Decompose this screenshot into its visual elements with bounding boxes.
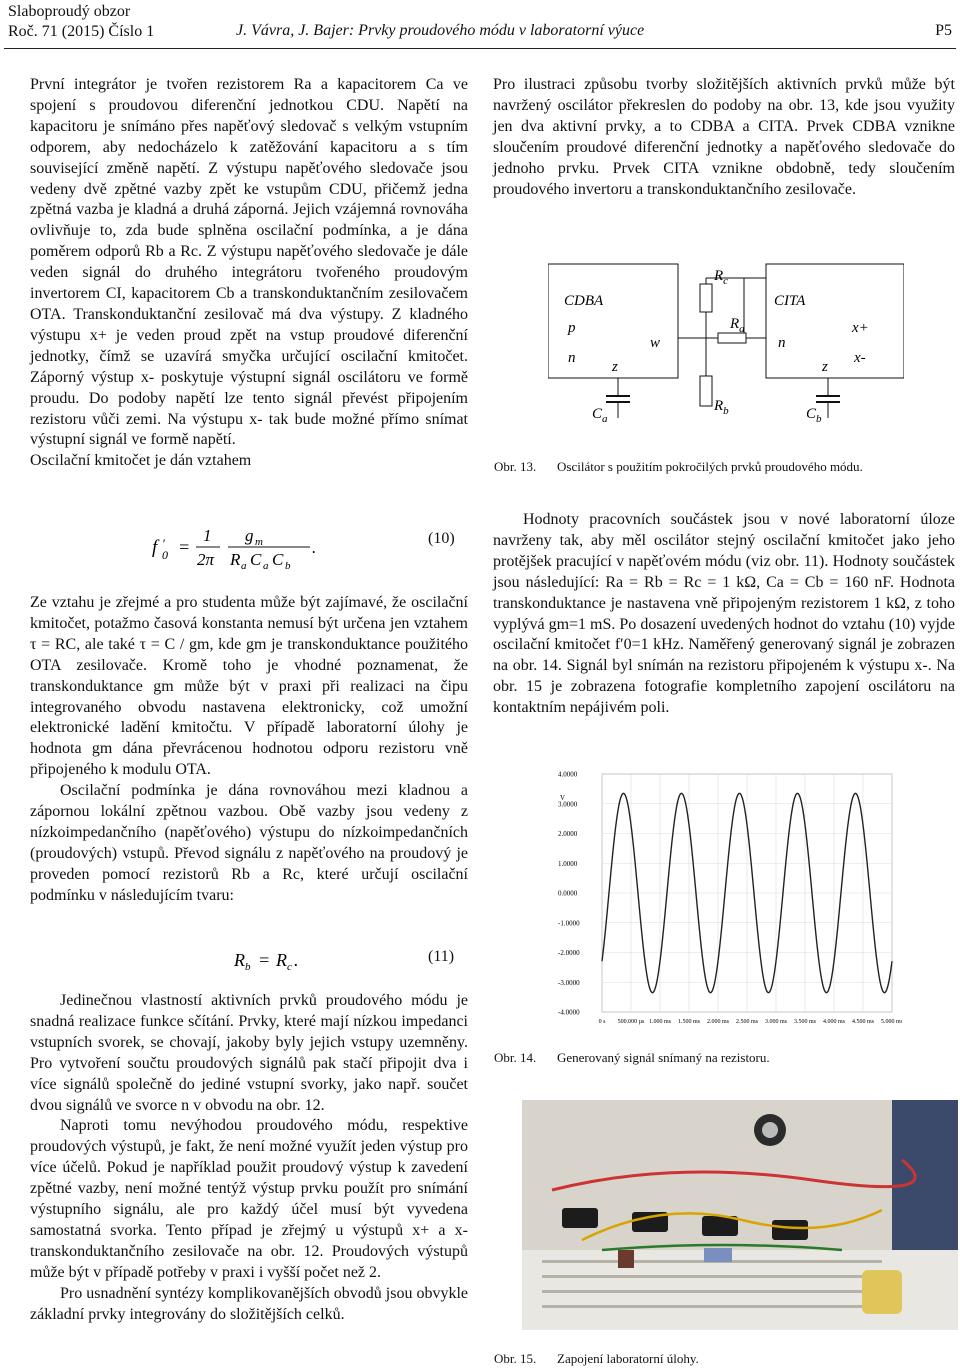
- svg-text:R: R: [276, 950, 287, 970]
- svg-text:m: m: [255, 536, 263, 548]
- y-tick-label: 1.0000: [558, 859, 578, 868]
- figure-14-chart: [552, 768, 902, 1030]
- figure-14-text: Generovaný signál snímaný na rezistoru.: [557, 1050, 770, 1065]
- x-tick-label: 5.000 ms: [880, 1019, 902, 1025]
- x-tick-label: 2.500 ms: [735, 1019, 759, 1025]
- journal-header: [8, 2, 154, 42]
- pin-xminus: x-: [854, 350, 866, 366]
- figure-13-text: Oscilátor s použitím pokročilých prvků proudového módu.: [557, 459, 863, 474]
- svg-text:.: .: [294, 950, 299, 970]
- running-title: J. Vávra, J. Bajer: Prvky proudového módu v laboratorní výuce: [236, 22, 645, 39]
- journal-name: Slaboproudý obzor: [8, 3, 131, 20]
- svg-text:f: f: [152, 537, 158, 558]
- pin-w: w: [650, 335, 661, 351]
- ra-label: $R_a$: [730, 316, 745, 335]
- ca-label: $C_a$: [592, 406, 608, 425]
- oscilloscope-plot: [552, 768, 902, 1030]
- x-tick-label: 3.500 ms: [793, 1019, 817, 1025]
- figure-13-circuit: [548, 258, 904, 438]
- y-tick-label: 0.0000: [558, 889, 578, 898]
- right-column-middle: [493, 510, 955, 719]
- svg-text:2π: 2π: [197, 550, 215, 569]
- pin-xplus: x+: [852, 320, 869, 336]
- pin-z-cita: z: [822, 359, 828, 375]
- y-tick-label: -4.0000: [558, 1008, 580, 1017]
- left-column-bottom: [30, 991, 468, 1326]
- y-tick-label: 2.0000: [558, 830, 578, 838]
- svg-text:b: b: [285, 560, 291, 572]
- svg-text:R: R: [234, 950, 245, 970]
- y-unit-label: V: [560, 794, 566, 802]
- pin-n-cdba: n: [568, 350, 576, 366]
- y-tick-label: 3.0000: [558, 800, 578, 809]
- rc-label: $R_c$: [714, 268, 729, 287]
- x-tick-label: 2.000 ms: [706, 1019, 730, 1025]
- x-tick-label: 3.000 ms: [764, 1019, 788, 1025]
- left-column-middle: [30, 593, 468, 907]
- svg-text:1: 1: [203, 526, 212, 545]
- x-tick-label: 4.500 ms: [851, 1019, 875, 1025]
- paragraph: Pro usnadnění syntézy komplikovanějších obvodů jsou obvykle základní prvky integrovány do složitějších celků.: [30, 1284, 468, 1323]
- y-tick-label: -3.0000: [558, 978, 580, 987]
- figure-15-label: Obr. 15.: [494, 1351, 537, 1366]
- figure-14-caption: [494, 1050, 770, 1066]
- right-column-top: [493, 75, 955, 200]
- x-tick-label: 1.500 ms: [677, 1019, 701, 1025]
- svg-text:a: a: [263, 560, 269, 572]
- equation-10-graphic: [150, 521, 410, 573]
- figure-15-caption: [494, 1351, 699, 1367]
- figure-14-label: Obr. 14.: [494, 1050, 537, 1065]
- figure-13-label: Obr. 13.: [494, 459, 537, 474]
- pin-n-cita: n: [778, 335, 786, 351]
- equation-10: [150, 521, 410, 573]
- y-tick-label: 4.0000: [558, 770, 578, 779]
- svg-text:=: =: [258, 950, 271, 970]
- x-tick-label: 0 s: [598, 1019, 606, 1025]
- figure-15-photo: [522, 1100, 958, 1330]
- equation-11: [232, 944, 332, 979]
- svg-text:C: C: [272, 550, 284, 569]
- svg-text:R: R: [230, 550, 241, 569]
- rb-label: $R_b$: [714, 398, 729, 417]
- x-tick-label: 1.000 ms: [648, 1019, 672, 1025]
- equation-11-graphic: [232, 944, 332, 974]
- page-number: P5: [935, 22, 952, 39]
- svg-text:b: b: [245, 961, 251, 973]
- svg-text:c: c: [287, 961, 292, 973]
- svg-text:C: C: [250, 550, 262, 569]
- paragraph: Ze vztahu je zřejmé a pro studenta může být zajímavé, že oscilační kmitočet, potažmo časová konstanta nemusí být určena jen vztahem τ = RC, ale také τ = C / gm, kde gm je transkonduktance použitého OTA zesilovače. Kromě toho je vhodné poznamenat, že transkonduktance gm může být v praxi při realizaci na čipu integrovaného obvodu nastavena elektronicky, což umožní elektronické ladění kmitočtu. V případě laboratorní úlohy je hodnota gm dána převrácenou hodnotou odporu rezistoru vně připojeného k modulu OTA.: [30, 594, 468, 779]
- svg-text:a: a: [241, 560, 247, 572]
- left-column-top: [30, 75, 468, 472]
- x-tick-label: 4.000 ms: [822, 1019, 846, 1025]
- svg-text:=: =: [178, 537, 191, 557]
- x-tick-label: 500.000 µs: [617, 1019, 645, 1025]
- cita-label: CITA: [774, 293, 806, 309]
- y-tick-label: -1.0000: [558, 919, 580, 928]
- cdba-label: CDBA: [564, 293, 604, 309]
- svg-text:0: 0: [162, 548, 168, 562]
- resistor-rb: [700, 376, 712, 406]
- svg-text:.: .: [312, 538, 317, 557]
- equation-10-number: (10): [428, 530, 455, 547]
- paragraph: Oscilační kmitočet je dán vztahem: [30, 452, 252, 470]
- paragraph: Jedinečnou vlastností aktivních prvků proudového módu je snadná realizace funkce sčítání. Prvky, které mají nízkou impedanci vstupních svorek, se chovají, jakoby byly jejich vstupy uzemněny. Pro vytvoření součtu proudových signálů pak stačí připojit dva i více signálů společně do jediné vstupní svorky, jako např. součet dvou signálů ve svorce n v obvodu na obr. 12.: [30, 992, 468, 1114]
- figure-13-caption: [494, 459, 863, 475]
- breadboard-photo: [522, 1100, 958, 1330]
- paragraph: Oscilační podmínka je dána rovnováhou mezi kladnou a zápornou lokální zpětnou vazbou. Obě vazby jsou vedeny z nízkoimpedančního (napěťového) výstupu do nízkoimpedančních (proudových) vstupů. Převod signálu z napěťového na proudový je proveden pomocí rezistorů Rb a Rc, které určují oscilační podmínku v následujícím tvaru:: [30, 782, 468, 904]
- cb-label: $C_b$: [806, 406, 822, 425]
- svg-text:g: g: [245, 526, 254, 545]
- paragraph: Hodnoty pracovních součástek jsou v nové laboratorní úloze navrženy tak, aby měl oscilátor stejný oscilační kmitočet jako jeho protějšek pracující v napěťovém módu (viz obr. 11). Hodnoty součástek jsou následující: Ra = Rb = Rc = 1 kΩ, Ca = Cb = 160 nF. Hodnota transkonduktance je nastavena vně připojeným rezistorem 1 kΩ, z toho vyplývá gm=1 mS. Po dosazení uvedených hodnot do vztahu (10) vyjde oscilační kmitočet f′0=1 kHz. Naměřený generovaný signál je zobrazen na obr. 14. Signál byl snímán na rezistoru připojeném k výstupu x-. Na obr. 15 je zobrazena fotografie kompletního zapojení oscilátoru na kontaktním nepájivém poli.: [493, 511, 955, 717]
- header-rule: [4, 48, 956, 49]
- journal-issue: Roč. 71 (2015) Číslo 1: [8, 23, 155, 40]
- paragraph: Pro ilustraci způsobu tvorby složitějších aktivních prvků může být navržený oscilátor překreslen do podoby na obr. 13, kde jsou využity jen dva aktivní prvky, a to CDBA a CITA. Prvek CDBA vznikne sloučením proudové diferenční jednotky a napěťového sledovače do jednoho prvku. Prvek CITA vznikne obdobně, tedy sloučením proudového invertoru a transkonduktančního zesilovače.: [493, 76, 955, 198]
- pin-p: p: [568, 320, 576, 336]
- equation-11-number: (11): [428, 948, 455, 965]
- paragraph: Naproti tomu nevýhodou proudového módu, respektive proudových výstupů, je fakt, že není možné využít jeden výstup pro více účelů. Pokud je například použit proudový výstup k zavedení zpětné vazby, není možné tentýž výstup prvku použít pro snímání výstupního signálu, ale pro každý účel musí být vyvedena samostatná svorka. Tento případ je zřejmý u výstupů x+ a x- transkonduktančního zesilovače na obr. 12. Proudových výstupů může být v případě potřeby v praxi i vyšší počet než 2.: [30, 1117, 468, 1281]
- circuit-diagram: [548, 258, 904, 438]
- figure-15-text: Zapojení laboratorní úlohy.: [557, 1351, 699, 1366]
- paragraph: První integrátor je tvořen rezistorem Ra a kapacitorem Ca ve spojení s proudovou diferenční jednotkou CDU. Napětí na kapacitoru je snímáno přes napěťový sledovač s velkým vstupním odporem, aby nedocházelo k zatěžování kapacitoru a s tím související změně napětí. Z výstupu napěťového sledovače jsou vedeny dvě zpětné vazby zpět ke vstupům CDU, přičemž jedna zpětná vazba je kladná a druhá záporná. Jejich vzájemná rovnováha ovlivňuje to, zda bude splněna oscilační podmínka, a je dána poměrem odporů Rb a Rc. Z výstupu napěťového sledovače je dále veden signál do druhého integrátoru tvořeného proudovým invertorem CI, kapacitorem Cb a transkonduktančním zesilovačem OTA. Transkonduktanční zesilovač má dva výstupy. Z kladného výstupu x+ je veden proud zpět na vstup proudové diferenční jednotky, čímž se uzavírá smyčka určující oscilační kmitočet. Záporný výstup x- poskytuje výstupní signál oscilátoru ve formě proudu. Do podoby napětí lze tento signál převést připojením rezistoru vůči zemi. Na výstupu x- tak bude možné přímo snímat výstupní signál ve formě napětí.: [30, 76, 468, 449]
- resistor-rc: [700, 284, 712, 312]
- svg-text:′: ′: [162, 536, 165, 551]
- pin-z-cdba: z: [612, 359, 618, 375]
- y-tick-label: -2.0000: [558, 949, 580, 957]
